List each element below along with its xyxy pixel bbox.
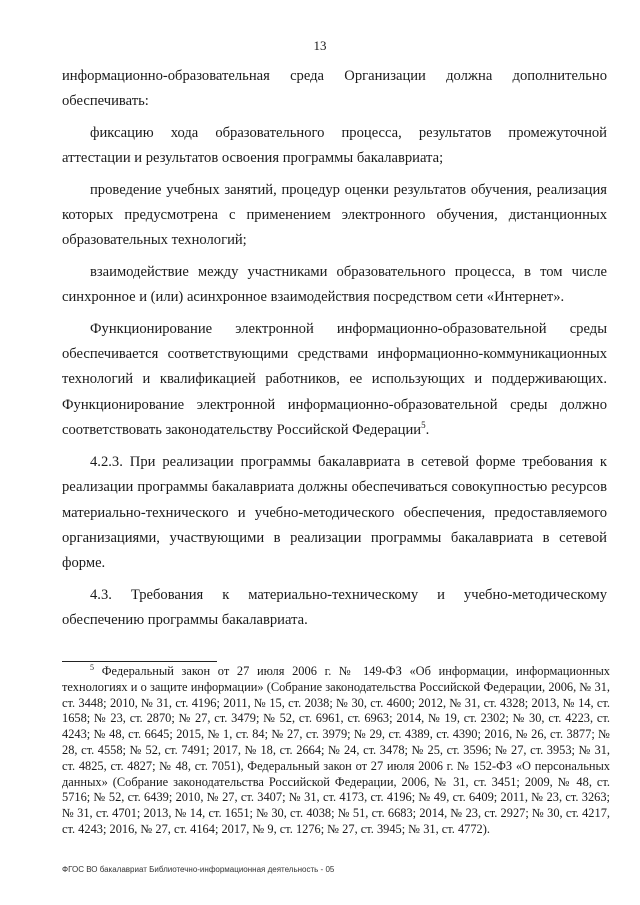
paragraph-functioning-end: . [425,422,430,439]
footnote-text: Федеральный закон от 27 июля 2006 г. № 149-ФЗ «Об информации, информационных технологиях и о защите информации» (Собрание законодательства Российской Федерации, 2006, № 31, ст. 3448; 2010, № 31, ст. 4196; 2011, № 15, ст. 2038; № 30, ст. 4600; 2012, № 31, ст. 4328; 2013, № 14, ст. 1658; № 23, ст. 2870; № 27, ст. 3479; № 52, ст. 6961, ст. 6963; 2014, № 19, ст. 2302; № 30, ст. 4223, ст. 4243; № 48, ст. 6645; 2015, № 1, ст. 84; № 27, ст. 3979; № 29, ст. 4389, ст. 4390; 2016, № 26, ст. 3877; № 28, ст. 4558; № 52, ст. 7491; 2017, № 18, ст. 2664; № 24, ст. 3478; № 25, ст. 3596; № 27, ст. 3953; № 31, ст. 4825, ст. 4827; № 48, ст. 7051), Федеральный закон от 27 июля 2006 г. № 152-ФЗ «О персональных данных» (Собрание законодательства Российской Федерации, 2006, № 31, ст. 3451; 2009, № 48, ст. 5716; № 52, ст. 6439; 2010, № 27, ст. 3407; № 31, ст. 4173, ст. 4196; № 49, ст. 6409; 2011, № 23, ст. 3263; № 31, ст. 4701; 2013, № 14, ст. 1651; № 30, ст. 4038; № 51, ст. 6683; 2014, № 23, ст. 2927; № 30, ст. 4217, ст. 4243; 2016, № 27, ст. 4164; 2017, № 9, ст. 1276; № 27, ст. 3945; № 31, ст. 4772). [62,664,611,836]
footnote [62,664,610,838]
paragraph-functioning [62,317,607,444]
paragraph-classes: проведение учебных занятий, процедур оценки результатов обучения, реализация которых предусмотрена с применением электронного обучения, дистанционных образовательных технологий; [62,181,607,249]
paragraph-section-4-3: 4.3. Требования к материально-техническому и учебно-методическому обеспечению программы бакалавриата. [62,586,607,629]
paragraph-interaction: взаимодействие между участниками образовательного процесса, в том числе синхронное и (или) асинхронное взаимодействия посредством сети «Интернет». [62,263,607,306]
paragraph-functioning-text: Функционирование электронной информационно-образовательной среды обеспечивается соответствующими средствами информационно-коммуникационных технологий и квалификацией работников, ее использующих и поддерживающих. Функционирование электронной информационно-образовательной среды должно соответствовать законодательству Российской Федерации [62,320,607,439]
paragraph-intro: информационно-образовательная среда Организации должна дополнительно обеспечивать: [62,68,607,110]
page-number: 13 [313,38,327,53]
running-footer: ФГОС ВО бакалавриат Библиотечно-информационная деятельность - 05 [62,865,335,874]
body-text [62,64,607,634]
paragraph-fixation: фиксацию хода образовательного процесса, результатов промежуточной аттестации и результатов освоения программы бакалавриата; [62,124,607,167]
footnote-reference: 5 [421,420,426,431]
paragraph-network-form: 4.2.3. При реализации программы бакалавриата в сетевой форме требования к реализации программы бакалавриата должны обеспечиваться совокупностью ресурсов материально-технического и учебно-методического обеспечения, предоставляемого организациями, участвующими в реализации программы бакалавриата в сетевой форме. [62,453,607,572]
footnote-marker: 5 [90,662,94,672]
footnote-divider [62,661,217,662]
